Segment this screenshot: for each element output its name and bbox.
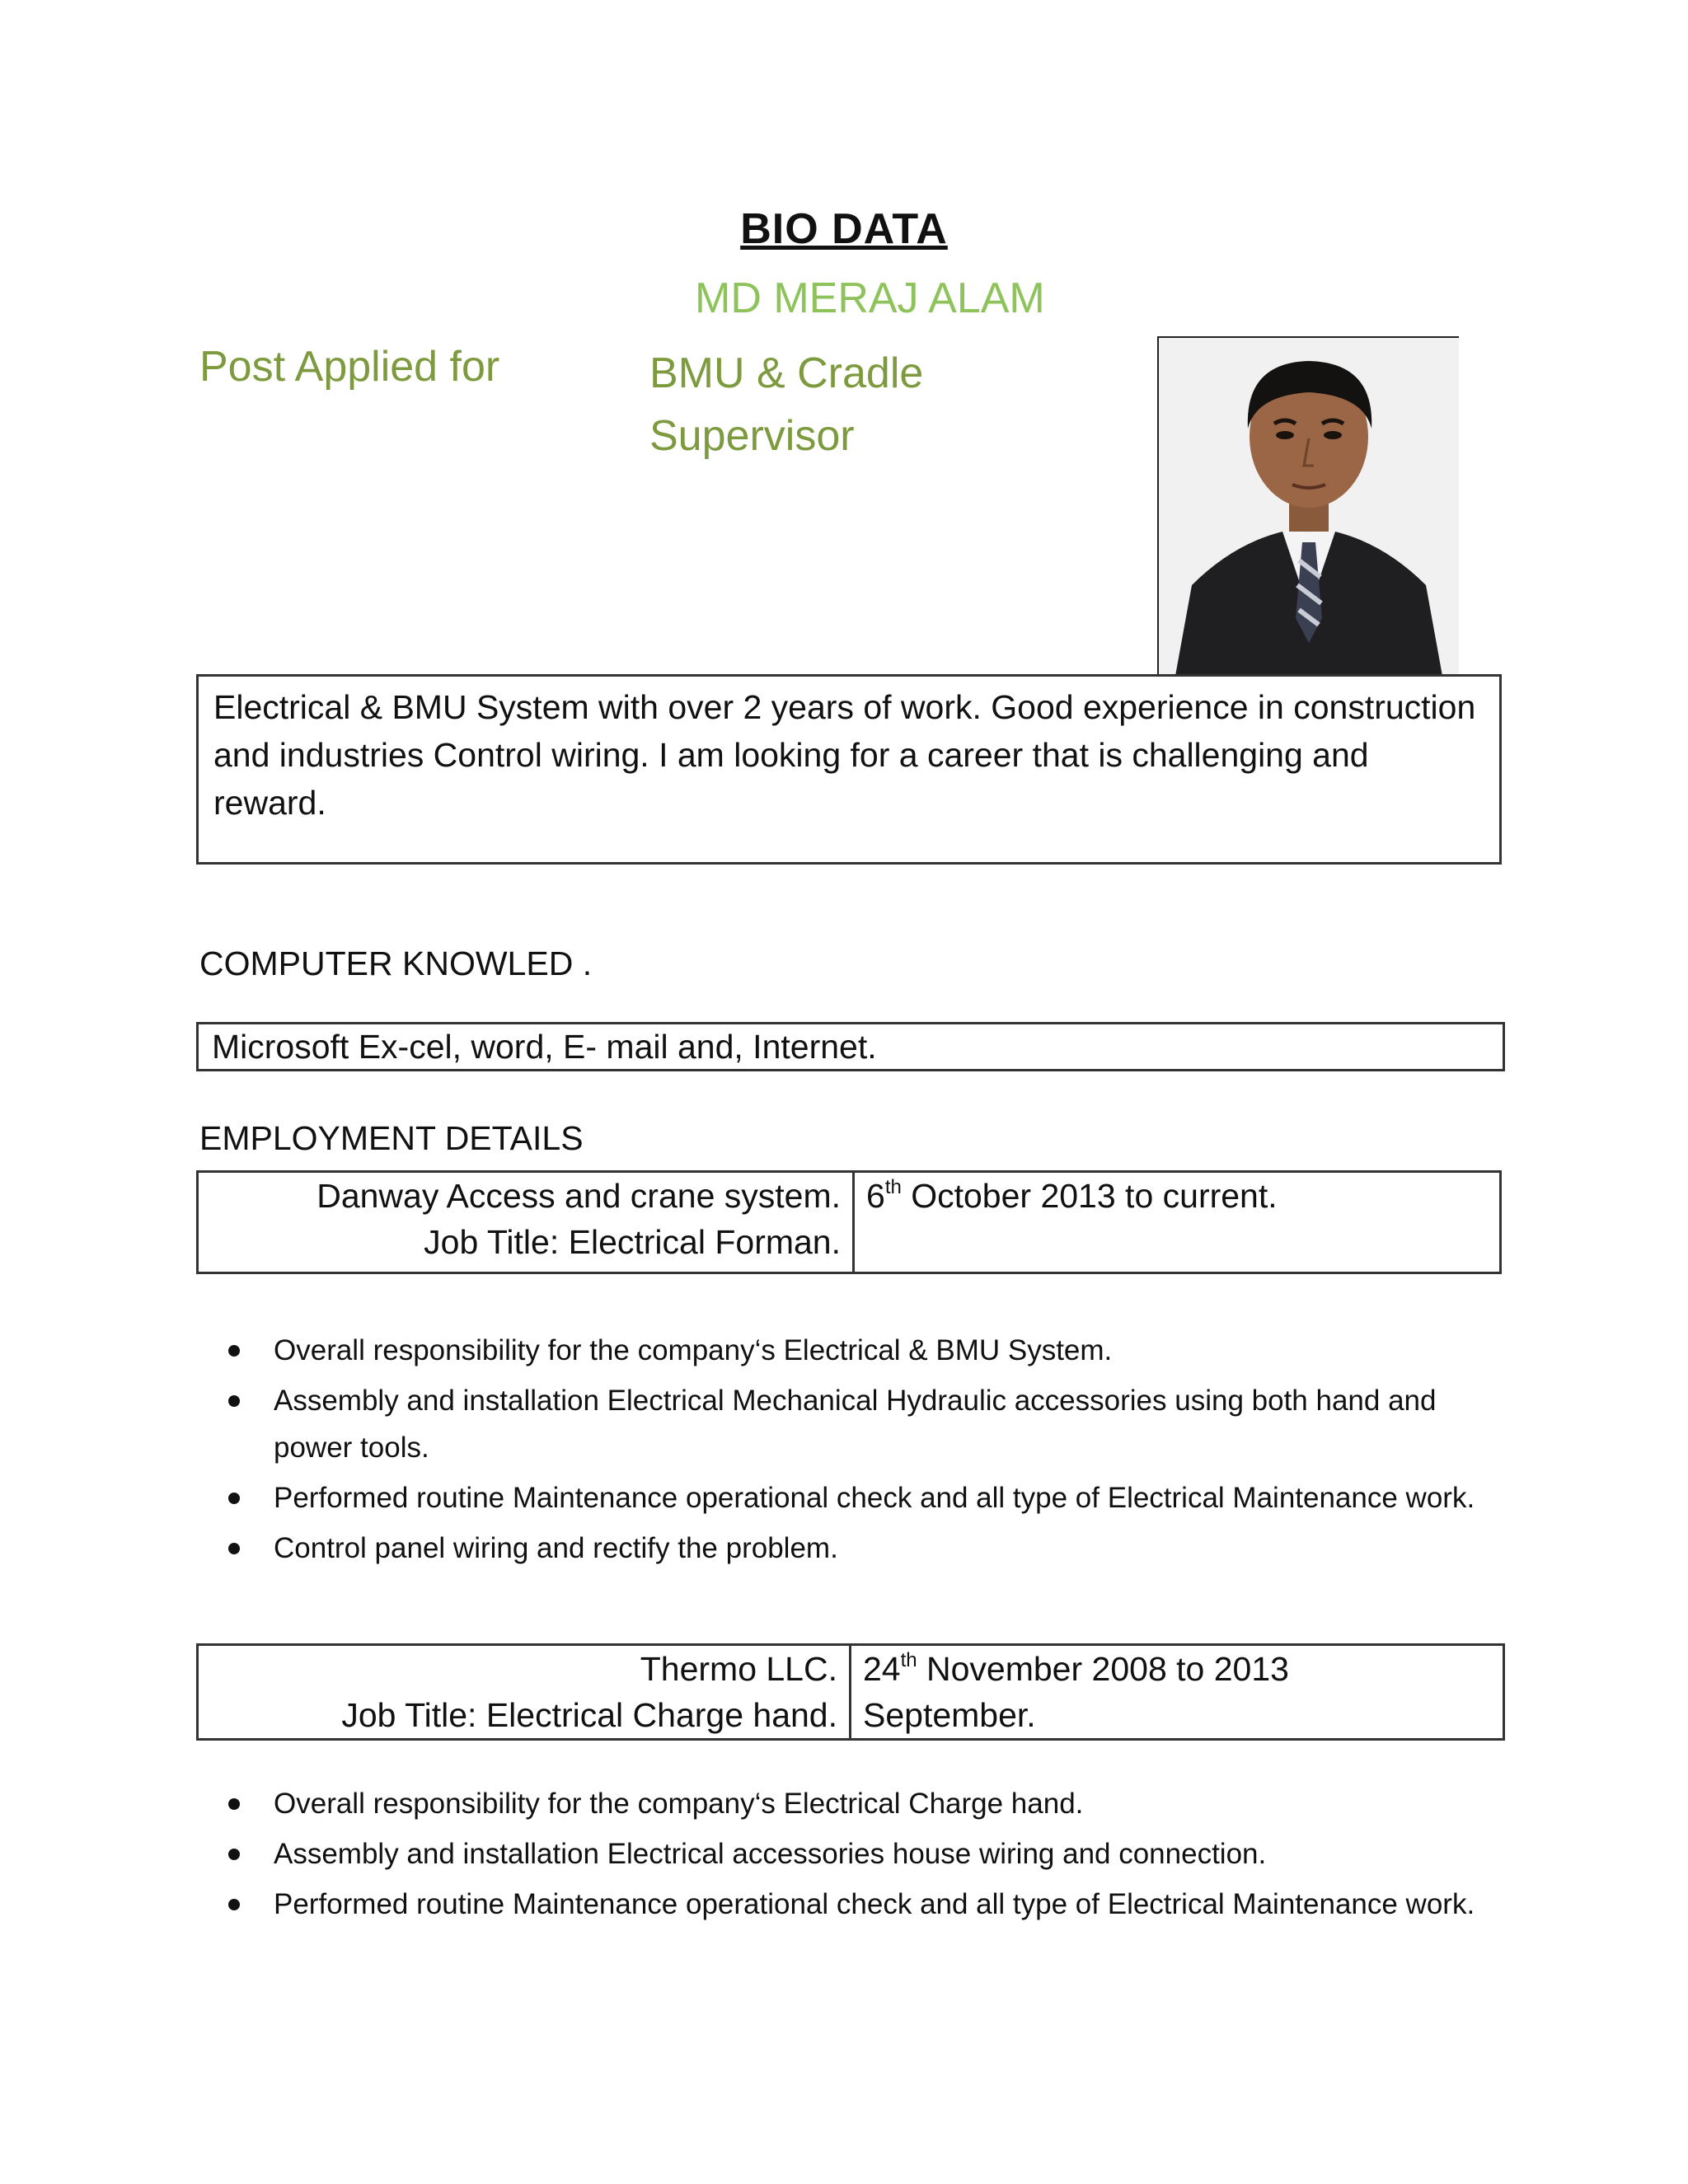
applicant-photo <box>1157 336 1459 676</box>
job-title: Job Title: Electrical Charge hand. <box>341 1696 837 1734</box>
job-date-cell <box>851 1646 1301 1738</box>
post-applied-label: Post Applied for <box>199 343 500 391</box>
date-continued: September. <box>863 1696 1036 1734</box>
computer-skills: Microsoft Ex-cel, word, E- mail and, Internet. <box>196 1022 1505 1071</box>
duties-list <box>199 1780 1485 1931</box>
job-company-cell <box>199 1646 851 1738</box>
job-date-cell <box>855 1173 1289 1272</box>
job-company-cell <box>199 1173 855 1272</box>
employment-heading: EMPLOYMENT DETAILS <box>199 1119 584 1157</box>
list-item: Overall responsibility for the company‘s Electrical & BMU System. <box>199 1327 1485 1374</box>
job-title: Job Title: Electrical Forman. <box>424 1223 841 1261</box>
person-photo-icon <box>1159 338 1459 676</box>
applicant-name: MD MERAJ ALAM <box>695 274 1045 322</box>
date-rest: November 2008 to 2013 <box>917 1650 1289 1688</box>
job-table <box>196 1643 1505 1741</box>
list-item: Overall responsibility for the company‘s Electrical Charge hand. <box>199 1780 1485 1827</box>
date-ordinal: th <box>884 1176 902 1199</box>
company-name: Danway Access and crane system. <box>316 1177 841 1215</box>
date-rest: October 2013 to current. <box>901 1177 1278 1215</box>
post-applied-value: BMU & Cradle Supervisor <box>649 349 924 460</box>
date-day: 24 <box>863 1650 901 1688</box>
duties-list <box>199 1327 1485 1575</box>
list-item: Assembly and installation Electrical Mechanical Hydraulic accessories using both hand and power tools. <box>199 1377 1485 1471</box>
list-item: Assembly and installation Electrical accessories house wiring and connection. <box>199 1830 1485 1877</box>
date-ordinal: th <box>900 1649 917 1672</box>
job-table <box>196 1170 1502 1274</box>
list-item: Control panel wiring and rectify the problem. <box>199 1525 1485 1572</box>
list-item: Performed routine Maintenance operational check and all type of Electrical Maintenance work. <box>199 1881 1485 1928</box>
date-day: 6 <box>866 1177 885 1215</box>
page-title: BIO DATA <box>740 205 948 253</box>
career-summary: Electrical & BMU System with over 2 years of work. Good experience in construction and industries Control wiring. I am looking for a career that is challenging and reward. <box>196 674 1502 865</box>
computer-knowledge-heading: COMPUTER KNOWLED . <box>199 944 593 982</box>
company-name: Thermo LLC. <box>640 1650 837 1688</box>
list-item: Performed routine Maintenance operational check and all type of Electrical Maintenance work. <box>199 1474 1485 1521</box>
